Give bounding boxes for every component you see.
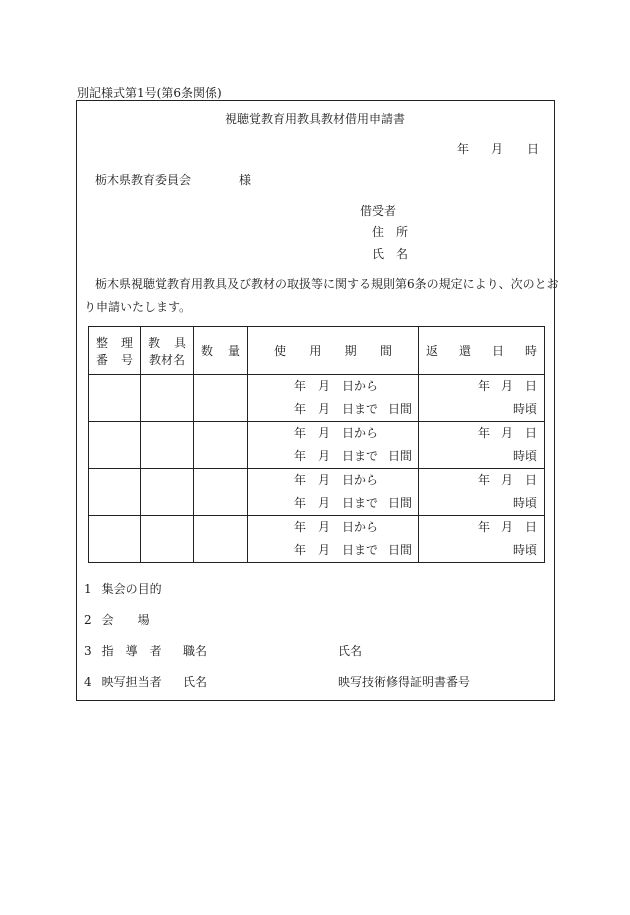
table-row	[89, 375, 545, 422]
cell-return-datetime[interactable]: 年 月 日 時頃	[419, 422, 545, 469]
header-item-name: 教 具 教材名	[141, 327, 194, 375]
projectionist-cert-label: 映写技術修得証明書番号	[338, 675, 471, 689]
cell-number[interactable]	[89, 375, 141, 422]
cell-return-datetime[interactable]: 年 月 日 時頃	[419, 375, 545, 422]
cell-quantity[interactable]	[194, 375, 248, 422]
body-text-line1: 栃木県視聴覚教育用教具及び教材の取扱等に関する規則第6条の規定により、次のとお	[95, 277, 559, 291]
cell-item-name[interactable]	[141, 516, 194, 563]
header-quantity: 数 量	[194, 327, 248, 375]
cell-number[interactable]	[89, 516, 141, 563]
cell-return-datetime[interactable]: 年 月 日 時頃	[419, 469, 545, 516]
cell-usage-period[interactable]: 年 月 日から 年 月 日まで 日間	[248, 422, 419, 469]
date-year-label: 年	[457, 142, 470, 156]
addressee-honorific: 様	[239, 173, 252, 187]
cell-number[interactable]	[89, 422, 141, 469]
item-projectionist: 4 映写担当者	[84, 675, 162, 689]
table-row	[89, 469, 545, 516]
applicant-label: 借受者	[360, 204, 397, 218]
applicant-address-label: 住 所	[372, 225, 409, 239]
cell-return-datetime[interactable]: 年 月 日 時頃	[419, 516, 545, 563]
item-venue: 2 会 場	[84, 613, 150, 627]
table-row	[89, 516, 545, 563]
form-reference: 別記様式第1号(第6条関係)	[77, 86, 222, 100]
instructor-title-label: 職名	[183, 644, 208, 658]
body-text-line2: り申請いたします。	[84, 300, 192, 314]
cell-usage-period[interactable]: 年 月 日から 年 月 日まで 日間	[248, 516, 419, 563]
cell-item-name[interactable]	[141, 375, 194, 422]
item-instructor: 3 指 導 者	[84, 644, 162, 658]
cell-item-name[interactable]	[141, 469, 194, 516]
cell-quantity[interactable]	[194, 422, 248, 469]
header-number: 整 理 番 号	[89, 327, 141, 375]
table-header-row	[89, 327, 545, 375]
cell-item-name[interactable]	[141, 422, 194, 469]
table-row	[89, 422, 545, 469]
loan-table	[88, 326, 545, 563]
cell-number[interactable]	[89, 469, 141, 516]
cell-usage-period[interactable]: 年 月 日から 年 月 日まで 日間	[248, 469, 419, 516]
applicant-name-label: 氏 名	[372, 247, 409, 261]
header-usage-period: 使 用 期 間	[248, 327, 419, 375]
item-purpose: 1 集会の目的	[84, 582, 162, 596]
date-day-label: 日	[527, 142, 540, 156]
projectionist-name-label: 氏名	[183, 675, 208, 689]
instructor-name-label: 氏名	[338, 644, 363, 658]
header-return-datetime: 返 還 日 時	[419, 327, 545, 375]
date-month-label: 月	[491, 142, 504, 156]
form-title: 視聴覚教育用教具教材借用申請書	[224, 112, 405, 126]
cell-quantity[interactable]	[194, 516, 248, 563]
cell-usage-period[interactable]: 年 月 日から 年 月 日まで 日間	[248, 375, 419, 422]
addressee-name: 栃木県教育委員会	[95, 173, 192, 187]
cell-quantity[interactable]	[194, 469, 248, 516]
